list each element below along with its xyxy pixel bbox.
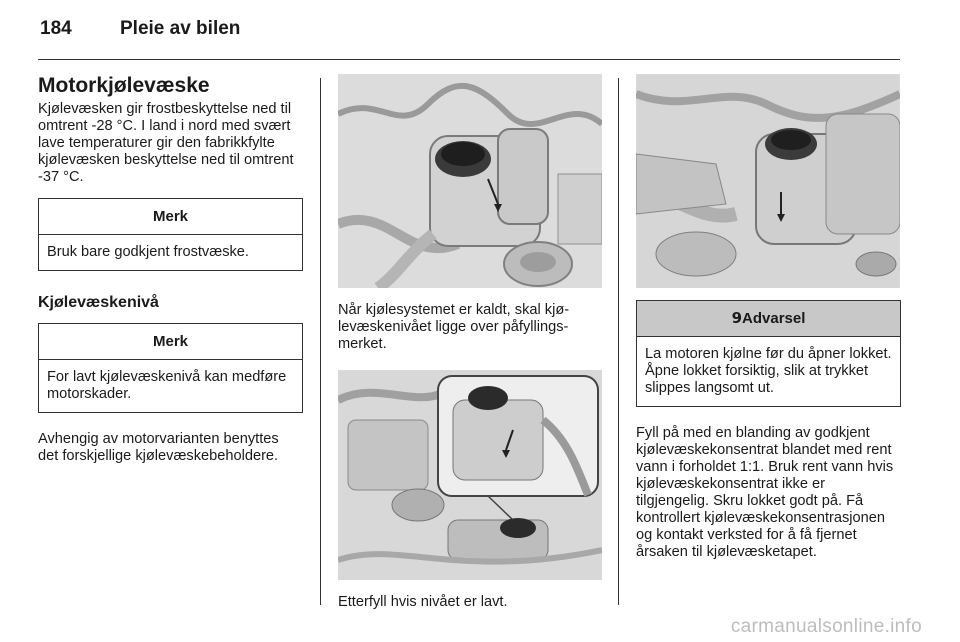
coolant-reservoir-alt-illustration (636, 74, 900, 288)
note-box-antifreeze (38, 198, 303, 271)
caption-top-up: Etterfyll hvis nivået er lavt. (338, 594, 508, 610)
watermark: carmanualsonline.info (730, 616, 922, 637)
warning-heading (637, 301, 900, 337)
note-heading: Merk (39, 324, 302, 360)
column-divider-right (618, 78, 619, 605)
intro-paragraph: Kjølevæsken gir frostbeskyttelse ned til omtrent -28 °C. I land i nord med svært lave temperaturer gir den fabrikkfylte kjølevæsken beskyttelse ned til omtrent -37 °C. (38, 101, 294, 185)
warning-heading-text: Advarsel (742, 310, 806, 327)
warning-text: La motoren kjølne før du åpner lokket. Åpne lokket forsiktig, slik at trykket slippes langsomt ut. (645, 346, 892, 396)
coolant-reservoir-detail-illustration (338, 370, 602, 580)
column-2 (338, 74, 602, 611)
chapter-title: Pleie av bilen (120, 18, 241, 39)
note-heading: Merk (39, 199, 302, 235)
note-box-coolant-level (38, 323, 303, 413)
subsection-title: Kjølevæskenivå (38, 294, 159, 311)
outro-paragraph: Avhengig av motorvarianten benyttes det forskjellige kjølevæskebeholdere. (38, 431, 279, 464)
column-3 (636, 74, 901, 561)
column-divider-left (320, 78, 321, 605)
caption-coolant-level: Når kjølesystemet er kaldt, skal kjølevæskenivået ligge over påfyllingsmerket. (338, 302, 570, 352)
coolant-reservoir-photo-2 (338, 370, 602, 580)
coolant-reservoir-illustration (338, 74, 602, 288)
section-title: Motorkjølevæske (38, 74, 210, 97)
note-text: For lavt kjølevæskenivå kan medføre motorskader. (47, 369, 287, 402)
page-number: 184 (40, 18, 72, 39)
warning-symbol: 9 (731, 309, 743, 327)
warning-box (636, 300, 901, 407)
coolant-reservoir-photo-3 (636, 74, 900, 288)
coolant-reservoir-photo-1 (338, 74, 602, 288)
column-1 (38, 74, 303, 465)
header-rule (38, 59, 900, 60)
refill-instructions: Fyll på med en blanding av godkjent kjølevæskekonsentrat blandet med rent vann i forholdet 1:1. Bruk rent vann hvis kjølevæskekonsentrat ikke er tilgjengelig. Skru lokket godt på. Få kontrollert kjølevæskekonsentrasjonen og kontakt verksted for å få fjernet årsaken til kjølevæsketapet. (636, 425, 894, 560)
note-text: Bruk bare godkjent frostvæske. (47, 244, 249, 260)
